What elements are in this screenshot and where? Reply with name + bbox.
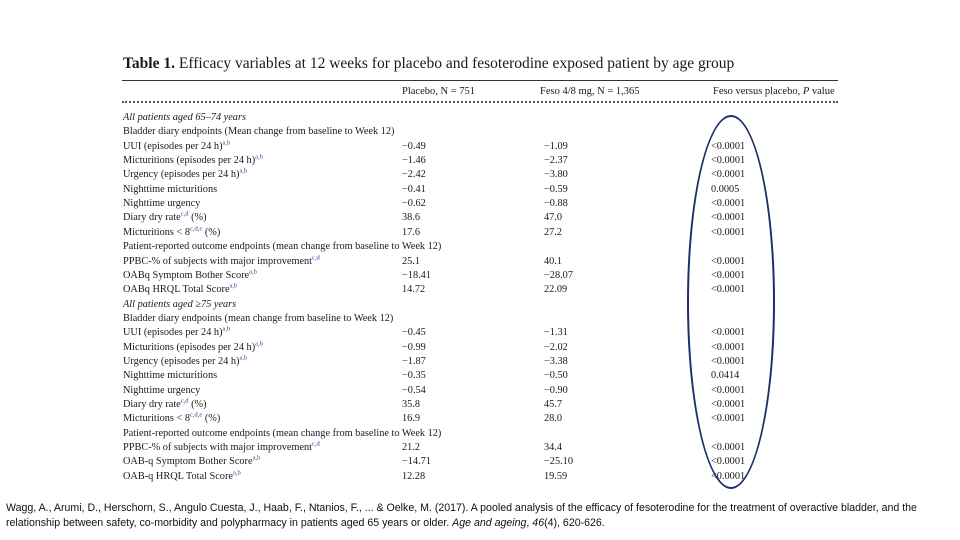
footnote-marker: c,d,e — [190, 225, 203, 233]
row-label — [123, 226, 220, 240]
row-label — [123, 455, 260, 469]
pvalue-cell: <0.0001 — [711, 140, 746, 152]
feso-cell: −3.38 — [544, 355, 568, 367]
feso-cell: 34.4 — [544, 442, 563, 454]
placebo-cell: −0.45 — [402, 327, 426, 339]
pvalue-cell: <0.0001 — [711, 355, 746, 367]
row-label — [123, 154, 263, 168]
row-label — [123, 125, 394, 139]
feso-cell: 47.0 — [544, 212, 563, 224]
row-label-text: Micturitions < 8 — [123, 413, 191, 425]
placebo-cell: −0.99 — [402, 341, 426, 353]
pvalue-cell: <0.0001 — [711, 341, 746, 353]
table-top-rule — [122, 80, 838, 81]
table-title — [123, 55, 734, 73]
row-label-suffix: (%) — [188, 212, 207, 224]
feso-cell: −1.09 — [544, 140, 568, 152]
footnote-marker: a,b — [239, 354, 248, 362]
row-label-suffix: (%) — [202, 226, 221, 238]
row-label — [123, 168, 247, 182]
row-label — [123, 298, 236, 312]
pvalue-cell: 0.0414 — [711, 370, 740, 382]
row-label — [123, 427, 441, 441]
citation-text: Wagg, A., Arumi, D., Herschorn, S., Angulo Cuesta, J., Haab, F., Ntanios, F., ... & Oelke, M. (2017). A pooled analysis of the efficacy of fesoterodine for the treatment of overactive bladder, and the relationship between safety, co-morbidity and polypharmacy in patients aged 65 years or older. — [6, 502, 917, 529]
citation-journal: Age and ageing — [452, 517, 527, 529]
placebo-cell: 12.28 — [402, 470, 426, 482]
feso-cell: −28.07 — [544, 269, 573, 281]
table-title-text: Efficacy variables at 12 weeks for placebo and fesoterodine exposed patient by age group — [178, 55, 735, 72]
column-header-placebo: Placebo, N = 751 — [402, 86, 475, 97]
row-label — [123, 111, 246, 125]
pvalue-cell: <0.0001 — [711, 212, 746, 224]
pvalue-cell: <0.0001 — [711, 284, 746, 296]
row-label-text: Urgency (episodes per 24 h) — [123, 355, 240, 367]
pvalue-cell: <0.0001 — [711, 198, 746, 210]
row-label-suffix: (%) — [202, 413, 221, 425]
row-label-text: Nighttime urgency — [123, 384, 201, 396]
placebo-cell: −1.46 — [402, 155, 426, 167]
row-label-text: Patient-reported outcome endpoints (mean change from baseline to Week 12) — [123, 241, 442, 253]
placebo-cell: 25.1 — [402, 255, 421, 267]
pvalue-cell: <0.0001 — [711, 399, 746, 410]
placebo-cell: 17.6 — [402, 226, 421, 238]
row-label — [123, 283, 237, 297]
footnote-marker: a,b — [232, 469, 241, 477]
row-label-text: Micturitions (episodes per 24 h) — [123, 155, 256, 167]
feso-cell: 45.7 — [544, 399, 563, 410]
row-label-text: Patient-reported outcome endpoints (mean change from baseline to Week 12) — [123, 427, 442, 439]
row-label-text: UUI (episodes per 24 h) — [123, 140, 223, 152]
row-label — [123, 384, 200, 398]
column-header-pvalue — [713, 86, 835, 97]
row-label-text: Diary dry rate — [123, 399, 181, 410]
footnote-marker: a,b — [239, 167, 248, 175]
row-label-text: Bladder diary endpoints (Mean change from baseline to Week 12) — [123, 126, 395, 138]
row-label-text: Nighttime urgency — [123, 198, 201, 210]
row-label-text: Nighttime micturitions — [123, 183, 218, 195]
row-label — [123, 412, 220, 426]
placebo-cell: 16.9 — [402, 413, 421, 425]
row-label — [123, 355, 247, 369]
pvalue-header-p: P — [802, 86, 810, 97]
row-label-suffix: (%) — [188, 399, 207, 410]
citation-rest: (4), 620-626. — [544, 517, 605, 529]
row-label-text: OABq Symptom Bother Score — [123, 269, 250, 281]
citation-sep: , — [526, 517, 533, 529]
row-label — [123, 240, 441, 254]
pvalue-cell: <0.0001 — [711, 413, 746, 425]
row-label-text: OABq HRQL Total Score — [123, 284, 230, 296]
row-label-text: UUI (episodes per 24 h) — [123, 327, 223, 339]
row-label — [123, 441, 320, 455]
feso-cell: −1.31 — [544, 327, 568, 339]
row-label — [123, 255, 320, 269]
row-label-text: All patients aged 65–74 years — [123, 112, 246, 123]
row-label-text: Nighttime micturitions — [123, 370, 218, 382]
feso-cell: −25.10 — [544, 456, 573, 468]
pvalue-cell: <0.0001 — [711, 470, 746, 482]
feso-cell: 19.59 — [544, 470, 568, 482]
feso-cell: 22.09 — [544, 284, 568, 296]
row-label-text: Diary dry rate — [123, 212, 181, 224]
row-label-text: OAB-q Symptom Bother Score — [123, 456, 253, 468]
pvalue-cell: <0.0001 — [711, 226, 746, 238]
row-label — [123, 197, 200, 211]
placebo-cell: −0.62 — [402, 198, 426, 210]
feso-cell: 40.1 — [544, 255, 563, 267]
pvalue-cell: <0.0001 — [711, 442, 746, 454]
placebo-cell: 38.6 — [402, 212, 421, 224]
feso-cell: 27.2 — [544, 226, 563, 238]
row-label — [123, 183, 217, 197]
table-header-rule — [122, 101, 838, 103]
row-label — [123, 140, 230, 154]
citation — [6, 501, 951, 531]
placebo-cell: −18.41 — [402, 269, 431, 281]
row-label — [123, 398, 207, 412]
footnote-marker: a,b — [255, 153, 263, 161]
row-label-text: PPBC-% of subjects with major improvement — [123, 442, 313, 454]
pvalue-cell: <0.0001 — [711, 169, 746, 181]
feso-cell: −3.80 — [544, 169, 568, 181]
pvalue-cell: <0.0001 — [711, 269, 746, 281]
footnote-marker: a,b — [249, 268, 257, 276]
row-label — [123, 211, 207, 225]
row-label — [123, 269, 257, 283]
pvalue-cell: <0.0001 — [711, 255, 746, 267]
feso-cell: −0.88 — [544, 198, 568, 210]
placebo-cell: −1.87 — [402, 355, 426, 367]
row-label-text: Micturitions (episodes per 24 h) — [123, 341, 256, 353]
citation-volume: 46 — [532, 517, 545, 529]
feso-cell: −0.50 — [544, 370, 568, 382]
pvalue-cell: <0.0001 — [711, 327, 746, 339]
row-label-text: Micturitions < 8 — [123, 226, 191, 238]
row-label — [123, 312, 393, 326]
footnote-marker: a,b — [252, 454, 261, 462]
footnote-marker: a,b — [229, 282, 238, 290]
pvalue-cell: 0.0005 — [711, 183, 740, 195]
placebo-cell: 14.72 — [402, 284, 426, 296]
footnote-marker: a,b — [255, 340, 263, 348]
footnote-marker: c,d — [180, 211, 189, 219]
pvalue-cell: <0.0001 — [711, 384, 746, 396]
column-header-feso: Feso 4/8 mg, N = 1,365 — [540, 86, 640, 97]
footnote-marker: c,d — [180, 397, 189, 405]
feso-cell: −2.37 — [544, 155, 568, 167]
table-number: Table 1. — [123, 55, 175, 72]
row-label-text: OAB-q HRQL Total Score — [123, 470, 233, 482]
placebo-cell: −0.54 — [402, 384, 426, 396]
pvalue-header-prefix: Feso versus placebo, — [713, 86, 803, 97]
row-label-text: PPBC-% of subjects with major improvement — [123, 255, 313, 267]
pvalue-cell: <0.0001 — [711, 155, 746, 167]
feso-cell: −0.59 — [544, 183, 568, 195]
feso-cell: −0.90 — [544, 384, 568, 396]
row-label — [123, 470, 241, 484]
placebo-cell: −2.42 — [402, 169, 426, 181]
footnote-marker: a,b — [222, 139, 231, 147]
pvalue-header-suffix: value — [809, 86, 835, 97]
pvalue-cell: <0.0001 — [711, 456, 746, 468]
footnote-marker: c,d — [312, 440, 320, 448]
placebo-cell: −0.35 — [402, 370, 426, 382]
row-label-text: Bladder diary endpoints (mean change from baseline to Week 12) — [123, 312, 394, 324]
row-label-text: Urgency (episodes per 24 h) — [123, 169, 240, 181]
feso-cell: 28.0 — [544, 413, 563, 425]
footnote-marker: a,b — [222, 325, 231, 333]
placebo-cell: −14.71 — [402, 456, 431, 468]
pvalue-highlight-oval — [687, 115, 775, 489]
row-label — [123, 326, 230, 340]
feso-cell: −2.02 — [544, 341, 568, 353]
row-label — [123, 369, 217, 383]
row-label — [123, 341, 263, 355]
placebo-cell: 35.8 — [402, 399, 421, 410]
placebo-cell: 21.2 — [402, 442, 421, 454]
footnote-marker: c,d,e — [190, 411, 203, 419]
placebo-cell: −0.41 — [402, 183, 426, 195]
placebo-cell: −0.49 — [402, 140, 426, 152]
footnote-marker: c,d — [312, 254, 320, 262]
row-label-text: All patients aged ≥75 years — [123, 298, 237, 310]
